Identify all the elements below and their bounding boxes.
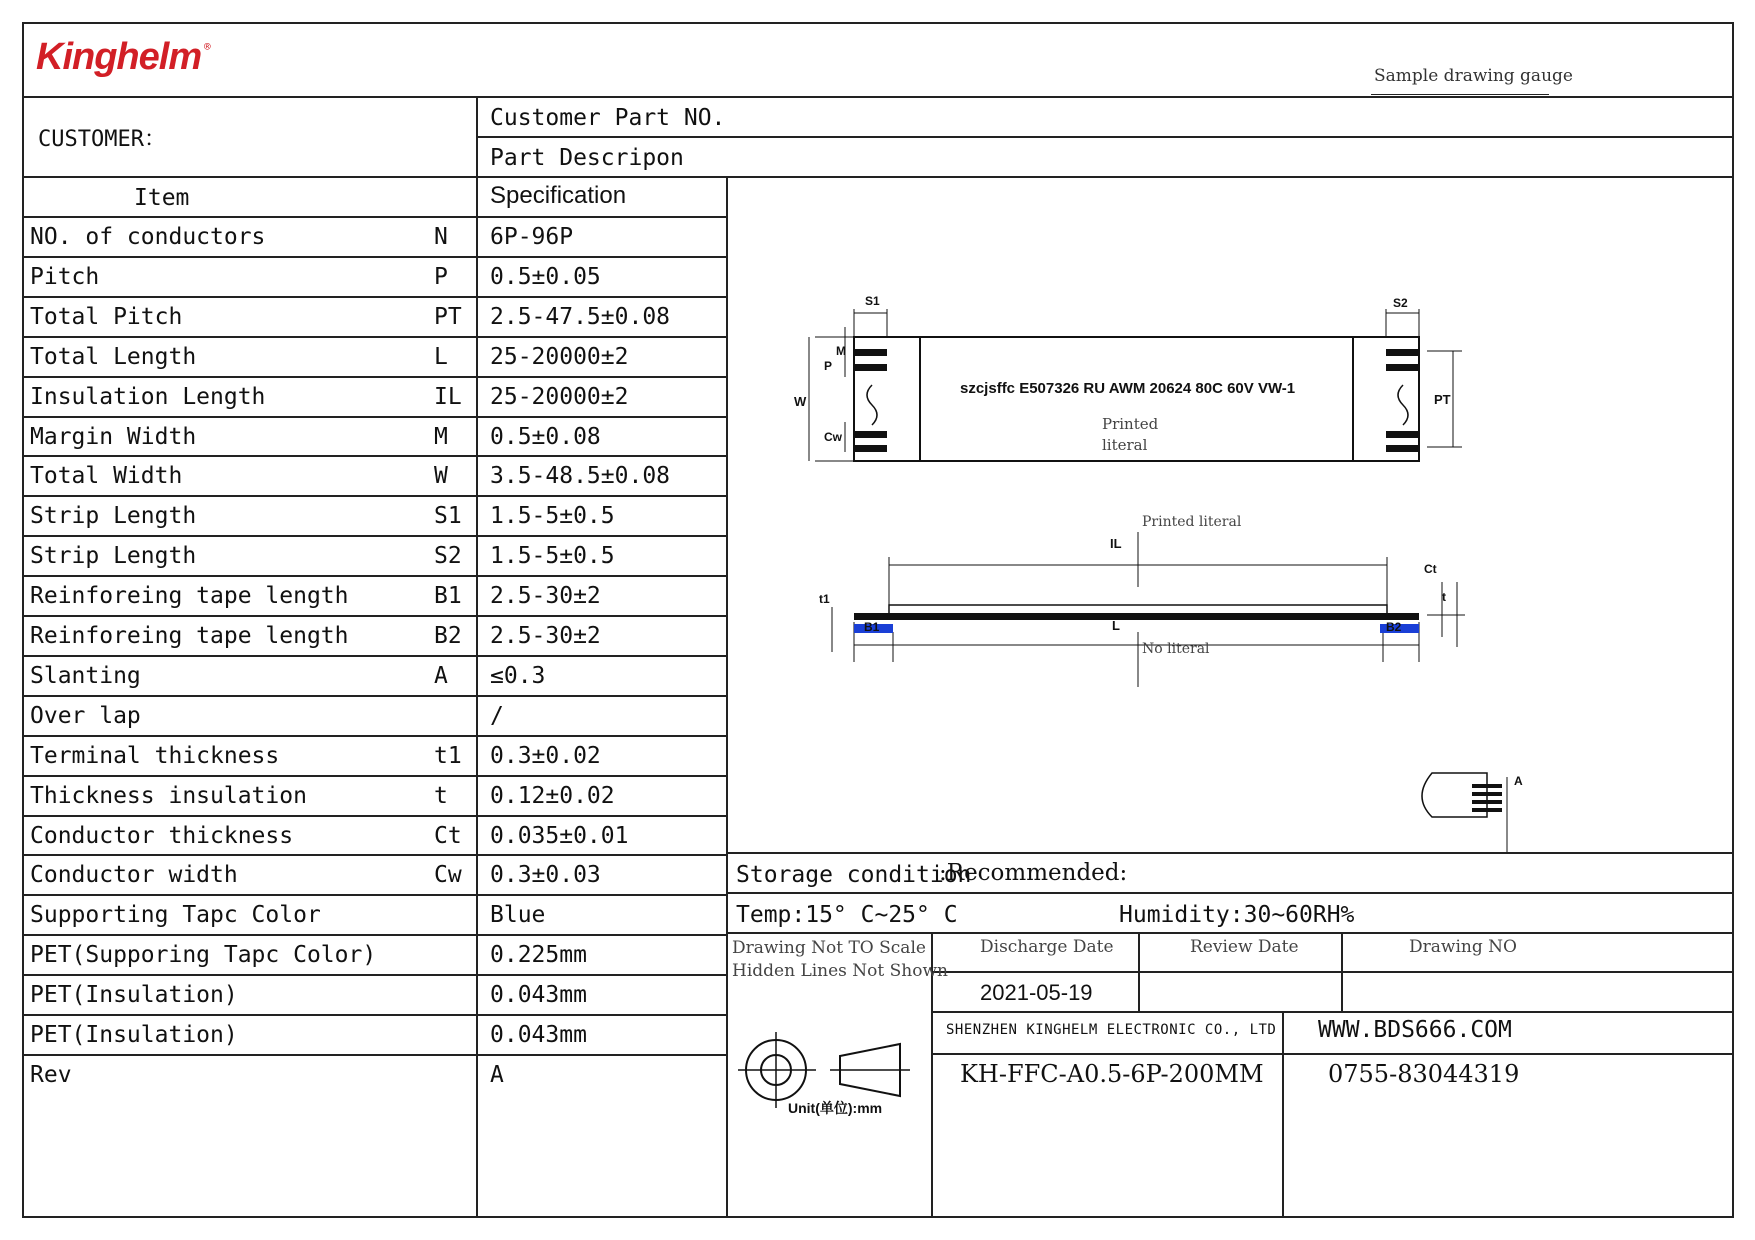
row-symbol: B2 xyxy=(434,623,462,649)
row-item-label: Total Pitch xyxy=(30,304,183,330)
registered-mark: ® xyxy=(204,40,211,53)
hidden-lines-note: Hidden Lines Not Shown xyxy=(732,961,948,981)
row-item-label: PET(Insulation) xyxy=(30,1022,238,1048)
row-symbol: P xyxy=(434,264,448,290)
row-item-label: Total Width xyxy=(30,463,183,489)
row-item-label: Pitch xyxy=(30,264,100,290)
part-description-label: Part Descripon xyxy=(490,145,684,171)
row-item-label: Conductor thickness xyxy=(30,823,294,849)
row-symbol: M xyxy=(434,424,448,450)
row-specification-value: 0.043mm xyxy=(490,982,587,1008)
storage-recommended: :Recommended: xyxy=(939,860,1128,886)
storage-humidity: Humidity:30~60RH% xyxy=(1119,902,1355,928)
row-symbol: Cw xyxy=(434,862,462,888)
phone-number: 0755-83044319 xyxy=(1328,1060,1520,1088)
row-item-label: Terminal thickness xyxy=(30,743,280,769)
row-symbol: B1 xyxy=(434,583,462,609)
row-item-label: Margin Width xyxy=(30,424,197,450)
cable-print-text: szcjsffc E507326 RU AWM 20624 80C 60V VW-1 xyxy=(960,380,1296,397)
row-specification-value: 0.12±0.02 xyxy=(490,783,615,809)
kinghelm-logo: Kinghelm xyxy=(36,36,202,78)
sample-drawing-gauge: Sample drawing gauge xyxy=(1374,66,1573,86)
dim-b2: B2 xyxy=(1386,620,1402,634)
dim-m: M xyxy=(836,344,846,358)
specification-header: Specification xyxy=(490,182,627,209)
row-symbol: S1 xyxy=(434,503,462,529)
part-number: KH-FFC-A0.5-6P-200MM xyxy=(960,1060,1264,1088)
row-specification-value: Blue xyxy=(490,902,546,928)
dim-t: t xyxy=(1442,590,1446,604)
row-item-label: Slanting xyxy=(30,663,141,689)
customer-part-no-label: Customer Part NO. xyxy=(490,105,726,131)
discharge-date-value: 2021-05-19 xyxy=(980,980,1093,1005)
dim-b1: B1 xyxy=(864,620,880,634)
row-specification-value: 0.5±0.08 xyxy=(490,424,601,450)
drawing-no-label: Drawing NO xyxy=(1409,937,1517,957)
row-item-label: PET(Insulation) xyxy=(30,982,238,1008)
row-specification-value: 0.5±0.05 xyxy=(490,264,601,290)
row-specification-value: 2.5-30±2 xyxy=(490,623,601,649)
row-item-label: Supporting Tapc Color xyxy=(30,902,321,928)
row-specification-value: 0.035±0.01 xyxy=(490,823,629,849)
company-name: SHENZHEN KINGHELM ELECTRONIC CO., LTD xyxy=(946,1022,1277,1038)
side-view xyxy=(832,532,1465,687)
row-symbol: A xyxy=(434,663,448,689)
discharge-date-label: Discharge Date xyxy=(980,937,1114,957)
dim-p: P xyxy=(824,359,833,373)
row-symbol: N xyxy=(434,224,448,250)
storage-temperature: Temp:15° C~25° C xyxy=(736,902,958,928)
row-specification-value: 2.5-30±2 xyxy=(490,583,601,609)
printed-literal-line2: literal xyxy=(1102,436,1148,454)
row-item-label: Rev xyxy=(30,1062,72,1088)
row-specification-value: 1.5-5±0.5 xyxy=(490,503,615,529)
row-symbol: Ct xyxy=(434,823,462,849)
dim-w: W xyxy=(794,394,807,409)
cable-body xyxy=(854,613,1419,620)
no-literal-label: No literal xyxy=(1142,641,1210,657)
dim-s1: S1 xyxy=(865,294,880,308)
row-symbol: IL xyxy=(434,384,462,410)
row-item-label: Insulation Length xyxy=(30,384,266,410)
row-specification-value: 0.043mm xyxy=(490,1022,587,1048)
row-symbol: S2 xyxy=(434,543,462,569)
row-specification-value: 25-20000±2 xyxy=(490,344,629,370)
dim-t1: t1 xyxy=(819,592,830,606)
row-specification-value: 3.5-48.5±0.08 xyxy=(490,463,671,489)
printed-literal-line1: Printed xyxy=(1102,415,1159,433)
row-specification-value: 1.5-5±0.5 xyxy=(490,543,615,569)
review-date-label: Review Date xyxy=(1190,937,1299,957)
dim-ct: Ct xyxy=(1424,562,1437,576)
row-specification-value: 25-20000±2 xyxy=(490,384,629,410)
row-symbol: L xyxy=(434,344,448,370)
row-item-label: Reinforeing tape length xyxy=(30,623,349,649)
row-specification-value: 2.5-47.5±0.08 xyxy=(490,304,671,330)
row-specification-value: ≤0.3 xyxy=(490,663,546,689)
row-specification-value: / xyxy=(490,703,504,729)
row-specification-value: 0.3±0.02 xyxy=(490,743,601,769)
customer-label: CUSTOMER： xyxy=(38,127,166,152)
website: WWW.BDS666.COM xyxy=(1318,1017,1512,1043)
row-specification-value: A xyxy=(490,1062,504,1088)
dim-s2: S2 xyxy=(1393,296,1408,310)
row-item-label: Thickness insulation xyxy=(30,783,307,809)
drawing-sheet xyxy=(22,22,1734,1218)
row-item-label: Reinforeing tape length xyxy=(30,583,349,609)
row-item-label: Conductor width xyxy=(30,862,238,888)
row-symbol: t1 xyxy=(434,743,462,769)
row-symbol: W xyxy=(434,463,448,489)
dim-a: A xyxy=(1514,774,1523,788)
unit-label: Unit(单位):mm xyxy=(788,1100,883,1116)
row-symbol: t xyxy=(434,783,448,809)
row-item-label: PET(Supporing Tapc Color) xyxy=(30,942,377,968)
row-item-label: Over lap xyxy=(30,703,141,729)
row-item-label: NO. of conductors xyxy=(30,224,266,250)
row-item-label: Total Length xyxy=(30,344,197,370)
dim-l: L xyxy=(1112,618,1120,633)
dim-il: IL xyxy=(1110,536,1122,551)
row-symbol: PT xyxy=(434,304,462,330)
row-item-label: Strip Length xyxy=(30,503,197,529)
not-to-scale-note: Drawing Not TO Scale xyxy=(732,938,926,958)
storage-condition-label: Storage condition xyxy=(736,862,972,888)
row-specification-value: 0.3±0.03 xyxy=(490,862,601,888)
item-header: Item xyxy=(134,185,190,211)
row-item-label: Strip Length xyxy=(30,543,197,569)
dim-pt: PT xyxy=(1434,392,1451,407)
row-specification-value: 6P-96P xyxy=(490,224,574,250)
row-specification-value: 0.225mm xyxy=(490,942,587,968)
dim-cw: Cw xyxy=(824,430,842,444)
printed-literal-side-label: Printed literal xyxy=(1142,514,1242,530)
